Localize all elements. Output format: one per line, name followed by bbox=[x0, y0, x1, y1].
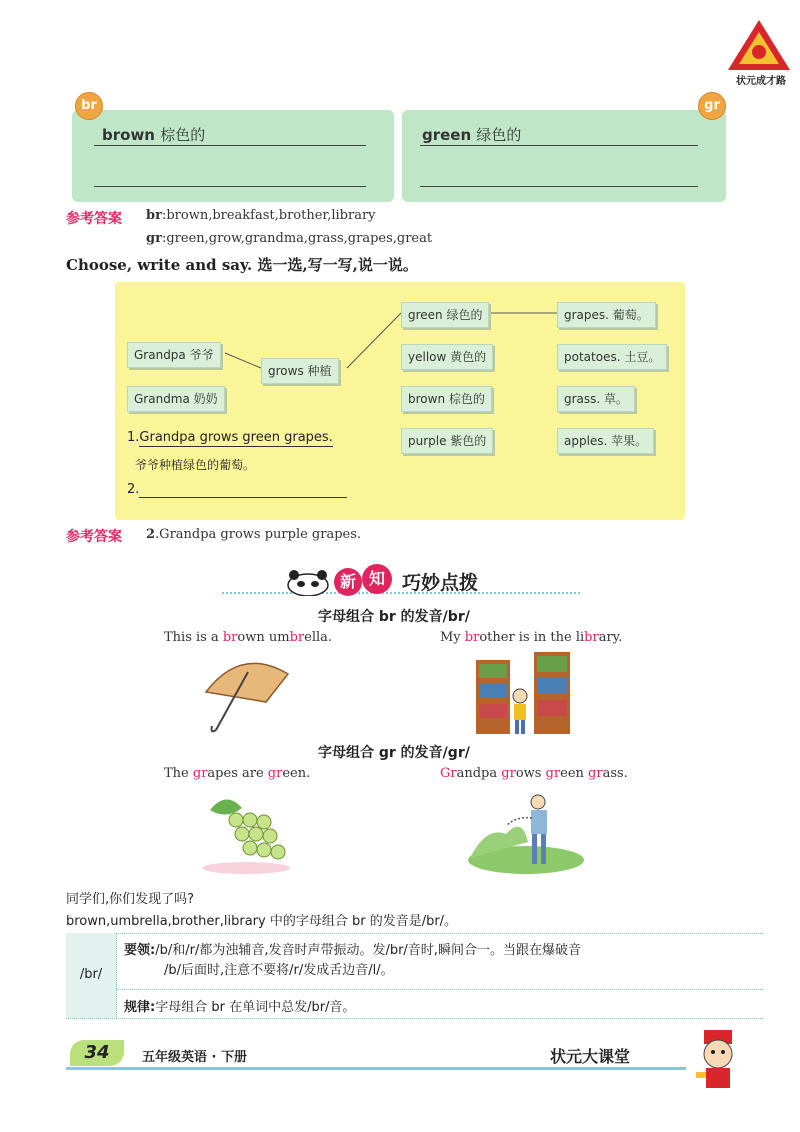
gr-sentence-1: The grapes are green. bbox=[164, 766, 311, 781]
br-line-1 bbox=[94, 145, 366, 146]
discovery-question: 同学们,你们发现了吗? bbox=[66, 892, 195, 907]
card-green[interactable]: green 绿色的 bbox=[401, 302, 489, 328]
card-apples[interactable]: apples. 苹果。 bbox=[557, 428, 654, 454]
blank-line-2[interactable]: 2. bbox=[127, 482, 347, 498]
footer-rule bbox=[66, 1067, 686, 1070]
br-sentence-2: My brother is in the library. bbox=[440, 630, 623, 645]
card-grapes[interactable]: grapes. 葡萄。 bbox=[557, 302, 656, 328]
gr-write-line[interactable] bbox=[420, 186, 698, 187]
library-illustration bbox=[474, 650, 574, 738]
tips-title: 巧妙点拨 bbox=[402, 572, 479, 594]
card-potatoes[interactable]: potatoes. 土豆。 bbox=[557, 344, 667, 370]
card-brown[interactable]: brown 棕色的 bbox=[401, 386, 492, 412]
grandpa-grass-illustration bbox=[466, 786, 598, 876]
card-grass[interactable]: grass. 草。 bbox=[557, 386, 635, 412]
badge-zhi: 知 bbox=[362, 564, 392, 594]
answer-gr-line: gr:green,grow,grandma,grass,grapes,great bbox=[146, 231, 433, 246]
discovery-text: brown,umbrella,brother,library 中的字母组合 br 的发音是/br/。 bbox=[66, 914, 458, 929]
rule-points: 要领:/b/和/r/都为浊辅音,发音时声带振动。发/br/音时,瞬间合一。当跟在爆破音 /b/后面时,注意不要将/r/发成舌边音/l/。 bbox=[124, 943, 581, 978]
br-write-line[interactable] bbox=[94, 186, 366, 187]
card-grows[interactable]: grows 种植 bbox=[261, 358, 339, 384]
page-number: 34 bbox=[70, 1040, 124, 1066]
card-purple[interactable]: purple 紫色的 bbox=[401, 428, 493, 454]
umbrella-illustration bbox=[196, 652, 296, 736]
br-heading: 字母组合 br 的发音/br/ bbox=[318, 609, 470, 625]
panda-icon bbox=[284, 570, 332, 596]
rule-table bbox=[66, 933, 763, 1019]
br-badge: br bbox=[75, 92, 103, 120]
gr-line-1 bbox=[420, 145, 698, 146]
rule-phoneme-cell bbox=[66, 933, 117, 1019]
gr-write-box bbox=[402, 110, 726, 202]
rule-phoneme: /br/ bbox=[79, 967, 103, 982]
gr-sentence-2: Grandpa grows green grass. bbox=[440, 766, 628, 781]
gr-example-word: green 绿色的 bbox=[422, 126, 522, 144]
br-example-word: brown 棕色的 bbox=[102, 126, 206, 144]
grapes-illustration bbox=[196, 790, 296, 874]
card-grandpa[interactable]: Grandpa 爷爷 bbox=[127, 342, 221, 368]
book-title: 五年级英语 · 下册 bbox=[142, 1050, 247, 1065]
br-sentence-1: This is a brown umbrella. bbox=[164, 630, 333, 645]
series-title: 状元大课堂 bbox=[550, 1047, 631, 1066]
instruction: Choose, write and say. 选一选,写一写,说一说。 bbox=[66, 256, 418, 274]
rule-law: 规律:字母组合 br 在单词中总发/br/音。 bbox=[124, 1000, 356, 1015]
card-grandma[interactable]: Grandma 奶奶 bbox=[127, 386, 225, 412]
br-write-box bbox=[72, 110, 394, 202]
mascot-icon bbox=[688, 1028, 748, 1092]
gr-badge: gr bbox=[698, 92, 726, 120]
answer-key-1: 参考答案 bbox=[66, 211, 122, 227]
publisher-logo bbox=[724, 18, 794, 90]
card-yellow[interactable]: yellow 黄色的 bbox=[401, 344, 493, 370]
answer-br-line: br:brown,breakfast,brother,library bbox=[146, 208, 376, 223]
answer-key-2: 参考答案 bbox=[66, 529, 122, 545]
gr-heading: 字母组合 gr 的发音/gr/ bbox=[318, 745, 470, 761]
example-sentence: 1.Grandpa grows green grapes. bbox=[127, 430, 333, 445]
badge-xin: 新 bbox=[334, 568, 362, 596]
logo-text: 状元成才路 bbox=[736, 76, 786, 87]
answer-2-text: 2.Grandpa grows purple grapes. bbox=[146, 527, 362, 542]
sentence-builder-board bbox=[115, 282, 685, 520]
example-translation: 爷爷种植绿色的葡萄。 bbox=[135, 458, 256, 472]
